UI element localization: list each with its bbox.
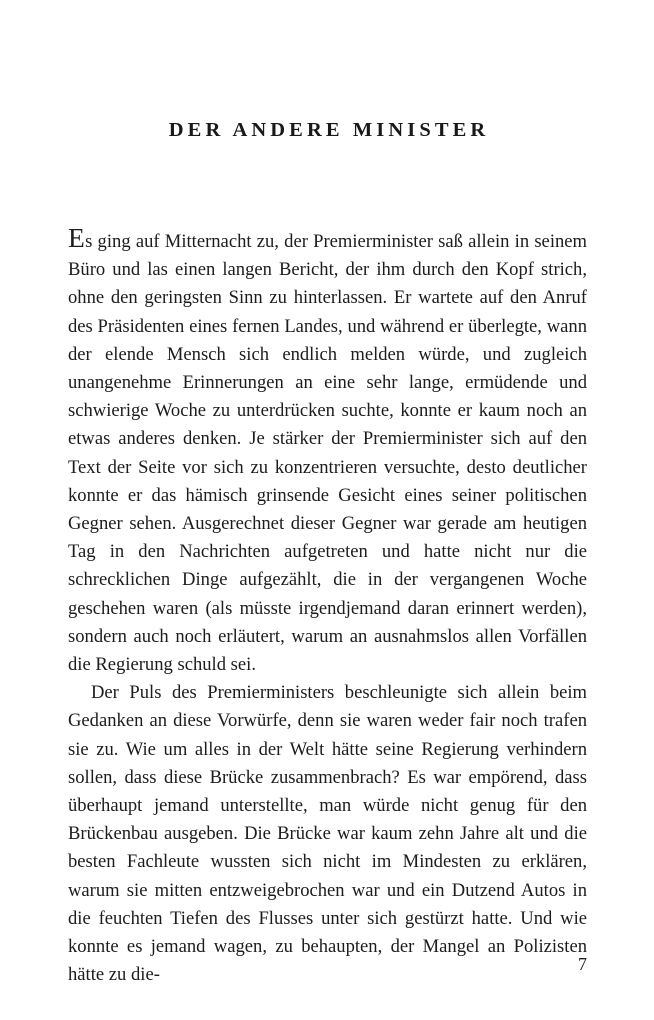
paragraph-2 xyxy=(68,679,587,989)
paragraph-2-text: Der Puls des Premierministers beschleunigte sich allein beim Gedanken an diese Vorwürfe, denn sie waren weder fair noch trafen sie zu. Wie um alles in der Welt hätte seine Regierung verhindern sollen, dass diese Brücke zusammenbrach? Es war empörend, dass überhaupt jemand unterstellte, man würde nicht genug für den Brückenbau ausgeben. Die Brücke war kaum zehn Jahre alt und die besten Fachleute wussten sich nicht im Mindesten zu erklären, warum sie mitten entzweigebrochen war und ein Dutzend Autos in die feuchten Tiefen des Flusses unter sich gestürzt hatte. Und wie konnte es jemand wagen, zu behaupten, der Mangel an Polizisten hätte zu die- xyxy=(68,682,587,986)
page-number: 7 xyxy=(578,954,587,974)
body-text-block xyxy=(68,222,587,989)
paragraph-1 xyxy=(68,222,587,679)
chapter-heading: DER ANDERE MINISTER xyxy=(168,118,490,141)
initial-cap: E xyxy=(68,222,86,253)
paragraph-1-text: s ging auf Mitternacht zu, der Premierminister saß allein in seinem Büro und las einen langen Bericht, der ihm durch den Kopf strich, ohne den geringsten Sinn zu hinterlassen. Er wartete auf den Anruf des Präsidenten eines fernen Landes, und während er überlegte, wann der elende Mensch sich endlich melden würde, und zugleich unangenehme Erinnerungen an eine sehr lange, ermüdende und schwierige Woche zu unterdrücken suchte, konnte er kaum noch an etwas anderes denken. Je stärker der Premierminister sich auf den Text der Seite vor sich zu konzentrieren versuchte, desto deutlicher konnte er das hämisch grinsende Gesicht eines seiner politischen Gegner sehen. Ausgerechnet dieser Gegner war gerade am heutigen Tag in den Nachrichten aufgetreten und hatte nicht nur die schrecklichen Dinge aufgezählt, die in der vergangenen Woche geschehen waren (als müsste irgendjemand daran erinnert werden), sondern auch noch erläutert, warum an ausnahmslos allen Vorfällen die Regierung schuld sei. xyxy=(68,231,587,676)
